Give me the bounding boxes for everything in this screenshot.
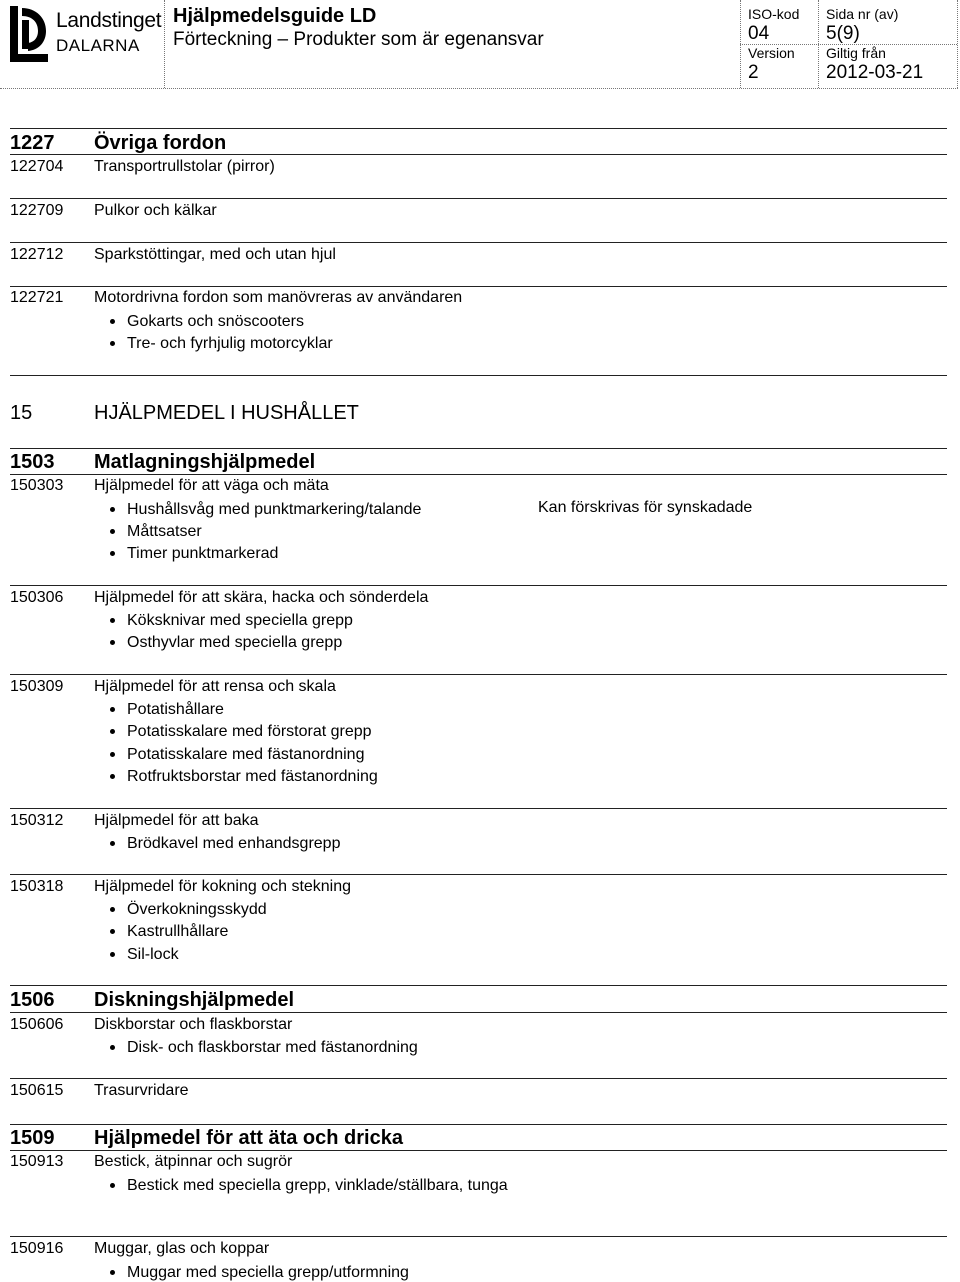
- bullet-dot-icon: [110, 707, 115, 712]
- bullet-text: Tre- och fyrhjulig motorcyklar: [127, 335, 333, 352]
- product-description: HJÄLPMEDEL I HUSHÅLLET: [94, 402, 359, 424]
- document-title: Hjälpmedelsguide LD: [173, 5, 377, 27]
- bullet-text: Måttsatser: [127, 523, 202, 540]
- row-separator: [10, 154, 947, 155]
- bullet-dot-icon: [110, 319, 115, 324]
- bullet-text: Sil-lock: [127, 946, 179, 963]
- page-number-value: 5(9): [826, 23, 860, 44]
- iso-code: 1503: [10, 451, 55, 473]
- iso-code: 122709: [10, 202, 64, 219]
- iso-code: 150916: [10, 1240, 64, 1257]
- version-label: Version: [748, 45, 795, 61]
- bullet-dot-icon: [110, 529, 115, 534]
- iso-code: 150913: [10, 1153, 64, 1170]
- product-description: Hjälpmedel för att rensa och skala: [94, 678, 336, 695]
- bullet-dot-icon: [110, 1183, 115, 1188]
- row-separator: [10, 985, 947, 986]
- bullet-text: Bestick med speciella grepp, vinklade/ställbara, tunga: [127, 1177, 508, 1194]
- row-separator: [10, 874, 947, 875]
- logo-wordmark-bottom: DALARNA: [56, 36, 140, 55]
- bullet-text: Disk- och flaskborstar med fästanordning: [127, 1039, 418, 1056]
- bullet-dot-icon: [110, 841, 115, 846]
- bullet-text: Köksknivar med speciella grepp: [127, 612, 353, 629]
- product-description: Sparkstöttingar, med och utan hjul: [94, 246, 336, 263]
- bullet-dot-icon: [110, 952, 115, 957]
- bullet-text: Osthyvlar med speciella grepp: [127, 634, 343, 651]
- product-description: Diskningshjälpmedel: [94, 989, 295, 1011]
- iso-code: 150312: [10, 812, 64, 829]
- row-separator: [10, 585, 947, 586]
- iso-code: 150615: [10, 1082, 64, 1099]
- row-separator: [10, 448, 947, 449]
- bullet-text: Kastrullhållare: [127, 923, 229, 940]
- valid-from-label: Giltig från: [826, 45, 886, 61]
- iso-code: 150303: [10, 477, 64, 494]
- bullet-dot-icon: [110, 341, 115, 346]
- prescription-note: Kan förskrivas för synskadade: [538, 499, 753, 516]
- iso-code: 122721: [10, 289, 64, 306]
- version-value: 2: [748, 62, 759, 83]
- bullet-text: Potatisskalare med fästanordning: [127, 746, 365, 763]
- iso-code-label: ISO-kod: [748, 6, 800, 22]
- iso-code: 1509: [10, 1127, 55, 1149]
- product-description: Hjälpmedel för kokning och stekning: [94, 878, 352, 895]
- product-description: Trasurvridare: [94, 1082, 189, 1099]
- bullet-text: Rotfruktsborstar med fästanordning: [127, 768, 378, 785]
- row-separator: [10, 1150, 947, 1151]
- product-description: Hjälpmedel för att skära, hacka och sönderdela: [94, 589, 429, 606]
- bullet-text: Muggar med speciella grepp/utformning: [127, 1264, 409, 1281]
- iso-code: 122704: [10, 158, 64, 175]
- row-separator: [10, 1012, 947, 1013]
- product-description: Pulkor och kälkar: [94, 202, 217, 219]
- iso-code: 150318: [10, 878, 64, 895]
- iso-code: 122712: [10, 246, 64, 263]
- bullet-dot-icon: [110, 507, 115, 512]
- document-subtitle: Förteckning – Produkter som är egenansvar: [173, 29, 544, 50]
- bullet-text: Timer punktmarkerad: [127, 545, 279, 562]
- row-separator: [10, 808, 947, 809]
- bullet-dot-icon: [110, 618, 115, 623]
- bullet-dot-icon: [110, 1045, 115, 1050]
- row-separator: [10, 375, 947, 376]
- iso-code: 150306: [10, 589, 64, 606]
- row-separator: [10, 1236, 947, 1237]
- bullet-dot-icon: [110, 551, 115, 556]
- bullet-text: Brödkavel med enhandsgrepp: [127, 835, 341, 852]
- row-separator: [10, 674, 947, 675]
- bullet-dot-icon: [110, 774, 115, 779]
- row-separator: [10, 286, 947, 287]
- iso-code: 15: [10, 402, 33, 424]
- bullet-text: Potatishållare: [127, 701, 224, 718]
- product-description: Motordrivna fordon som manövreras av användaren: [94, 289, 463, 306]
- row-separator: [10, 128, 947, 129]
- iso-code: 150309: [10, 678, 64, 695]
- valid-from-value: 2012-03-21: [826, 62, 924, 83]
- product-description: Matlagningshjälpmedel: [94, 451, 316, 473]
- bullet-dot-icon: [110, 907, 115, 912]
- row-separator: [10, 474, 947, 475]
- product-description: Hjälpmedel för att väga och mäta: [94, 477, 329, 494]
- bullet-text: Gokarts och snöscooters: [127, 313, 304, 330]
- product-description: Transportrullstolar (pirror): [94, 158, 275, 175]
- bullet-dot-icon: [110, 729, 115, 734]
- bullet-text: Överkokningsskydd: [127, 901, 267, 918]
- iso-code: 150606: [10, 1016, 64, 1033]
- product-description: Hjälpmedel för att äta och dricka: [94, 1127, 403, 1149]
- bullet-dot-icon: [110, 640, 115, 645]
- product-description: Övriga fordon: [94, 132, 227, 154]
- iso-code: 1506: [10, 989, 55, 1011]
- row-separator: [10, 242, 947, 243]
- page-number-label: Sida nr (av): [826, 6, 899, 22]
- row-separator: [10, 198, 947, 199]
- bullet-text: Potatisskalare med förstorat grepp: [127, 723, 372, 740]
- product-description: Hjälpmedel för att baka: [94, 812, 259, 829]
- bullet-dot-icon: [110, 929, 115, 934]
- product-description: Diskborstar och flaskborstar: [94, 1016, 293, 1033]
- product-description: Bestick, ätpinnar och sugrör: [94, 1153, 293, 1170]
- product-description: Muggar, glas och koppar: [94, 1240, 270, 1257]
- bullet-dot-icon: [110, 1270, 115, 1275]
- bullet-text: Hushållsvåg med punktmarkering/talande: [127, 501, 422, 518]
- iso-code: 1227: [10, 132, 55, 154]
- bullet-dot-icon: [110, 752, 115, 757]
- row-separator: [10, 1078, 947, 1079]
- iso-code-value: 04: [748, 23, 770, 44]
- logo-wordmark-top: Landstinget: [56, 9, 162, 32]
- row-separator: [10, 1124, 947, 1125]
